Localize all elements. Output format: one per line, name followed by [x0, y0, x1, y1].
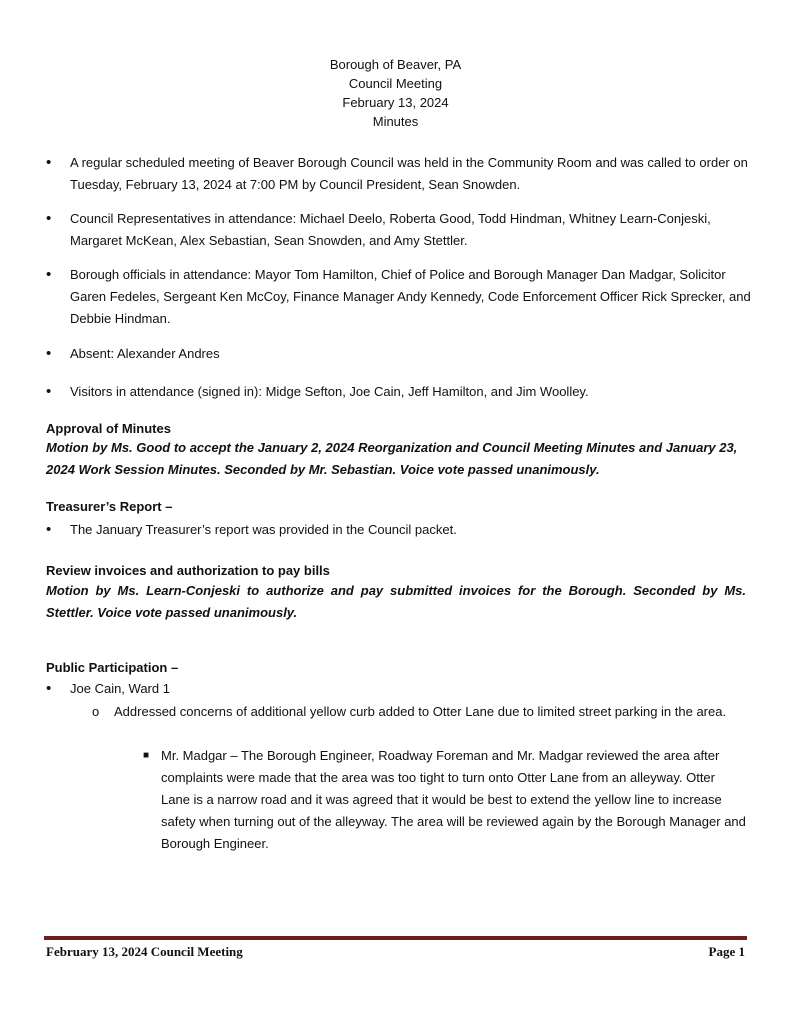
- speaker-name: Joe Cain, Ward 1: [70, 681, 170, 696]
- footer-page-number: Page 1: [708, 944, 745, 959]
- motion-invoices: Motion by Ms. Learn-Conjeski to authorize and pay submitted invoices for the Borough. Seconded by Ms. Stettler. Voice vote passed unanimously.: [46, 583, 746, 620]
- bullet-icon: •: [46, 210, 52, 227]
- attendance-text: Visitors in attendance (signed in): Midge Sefton, Joe Cain, Jeff Hamilton, and Jim Woolley.: [70, 384, 589, 399]
- bullet-icon: •: [46, 680, 52, 697]
- attendance-text: Absent: Alexander Andres: [70, 346, 220, 361]
- attendance-text: A regular scheduled meeting of Beaver Borough Council was held in the Community Room and was called to order on Tuesday, February 13, 2024 at 7:00 PM by Council President, Sean Snowden.: [70, 155, 748, 192]
- header-date: February 13, 2024: [342, 95, 449, 110]
- circle-bullet-icon: o: [92, 704, 100, 719]
- attendance-text: Borough officials in attendance: Mayor Tom Hamilton, Chief of Police and Borough Manager Dan Madgar, Solicitor Garen Fedeles, Sergeant Ken McCoy, Finance Manager Andy Kennedy, Code Enforcement Officer Rick Sprecker, and Debbie Hindman.: [70, 267, 751, 326]
- bullet-icon: •: [46, 266, 52, 283]
- attendance-text: Council Representatives in attendance: Michael Deelo, Roberta Good, Todd Hindman, Whitney Learn-Conjeski, Margaret McKean, Alex Sebastian, Sean Snowden, and Amy Stettler.: [70, 211, 711, 248]
- bullet-icon: •: [46, 521, 52, 538]
- bullet-icon: •: [46, 383, 52, 400]
- header-minutes: Minutes: [372, 114, 419, 129]
- section-heading-public-participation: Public Participation –: [46, 660, 179, 675]
- bullet-icon: •: [46, 154, 52, 171]
- footer-meeting-label: February 13, 2024 Council Meeting: [46, 944, 243, 959]
- response-text: Mr. Madgar – The Borough Engineer, Roadway Foreman and Mr. Madgar reviewed the area after complaints were made that the area was too tight to turn onto Otter Lane from an alleyway. Otter Lane is a narrow road and it was agreed that it would be best to extend the yellow line to increase safety when turning out of the alleyway. The area will be reviewed again by the Borough Manager and Borough Engineer.: [161, 748, 746, 851]
- document-header: [0, 55, 791, 131]
- footer-divider: [44, 936, 747, 940]
- bullet-icon: •: [46, 345, 52, 362]
- section-heading-approval-of-minutes: Approval of Minutes: [46, 421, 171, 436]
- section-heading-treasurers-report: Treasurer’s Report –: [46, 499, 173, 514]
- header-meeting-type: Council Meeting: [348, 76, 443, 91]
- section-heading-invoices: Review invoices and authorization to pay bills: [46, 563, 330, 578]
- treasurers-report-text: The January Treasurer’s report was provided in the Council packet.: [70, 522, 457, 537]
- square-bullet-icon: ■: [143, 750, 150, 761]
- motion-approval-of-minutes: Motion by Ms. Good to accept the January 2, 2024 Reorganization and Council Meeting Minutes and January 23, 2024 Work Session Minutes. Seconded by Mr. Sebastian. Voice vote passed unanimously.: [46, 440, 738, 477]
- concern-text: Addressed concerns of additional yellow curb added to Otter Lane due to limited street parking in the area.: [114, 704, 727, 719]
- header-borough: Borough of Beaver, PA: [329, 57, 462, 72]
